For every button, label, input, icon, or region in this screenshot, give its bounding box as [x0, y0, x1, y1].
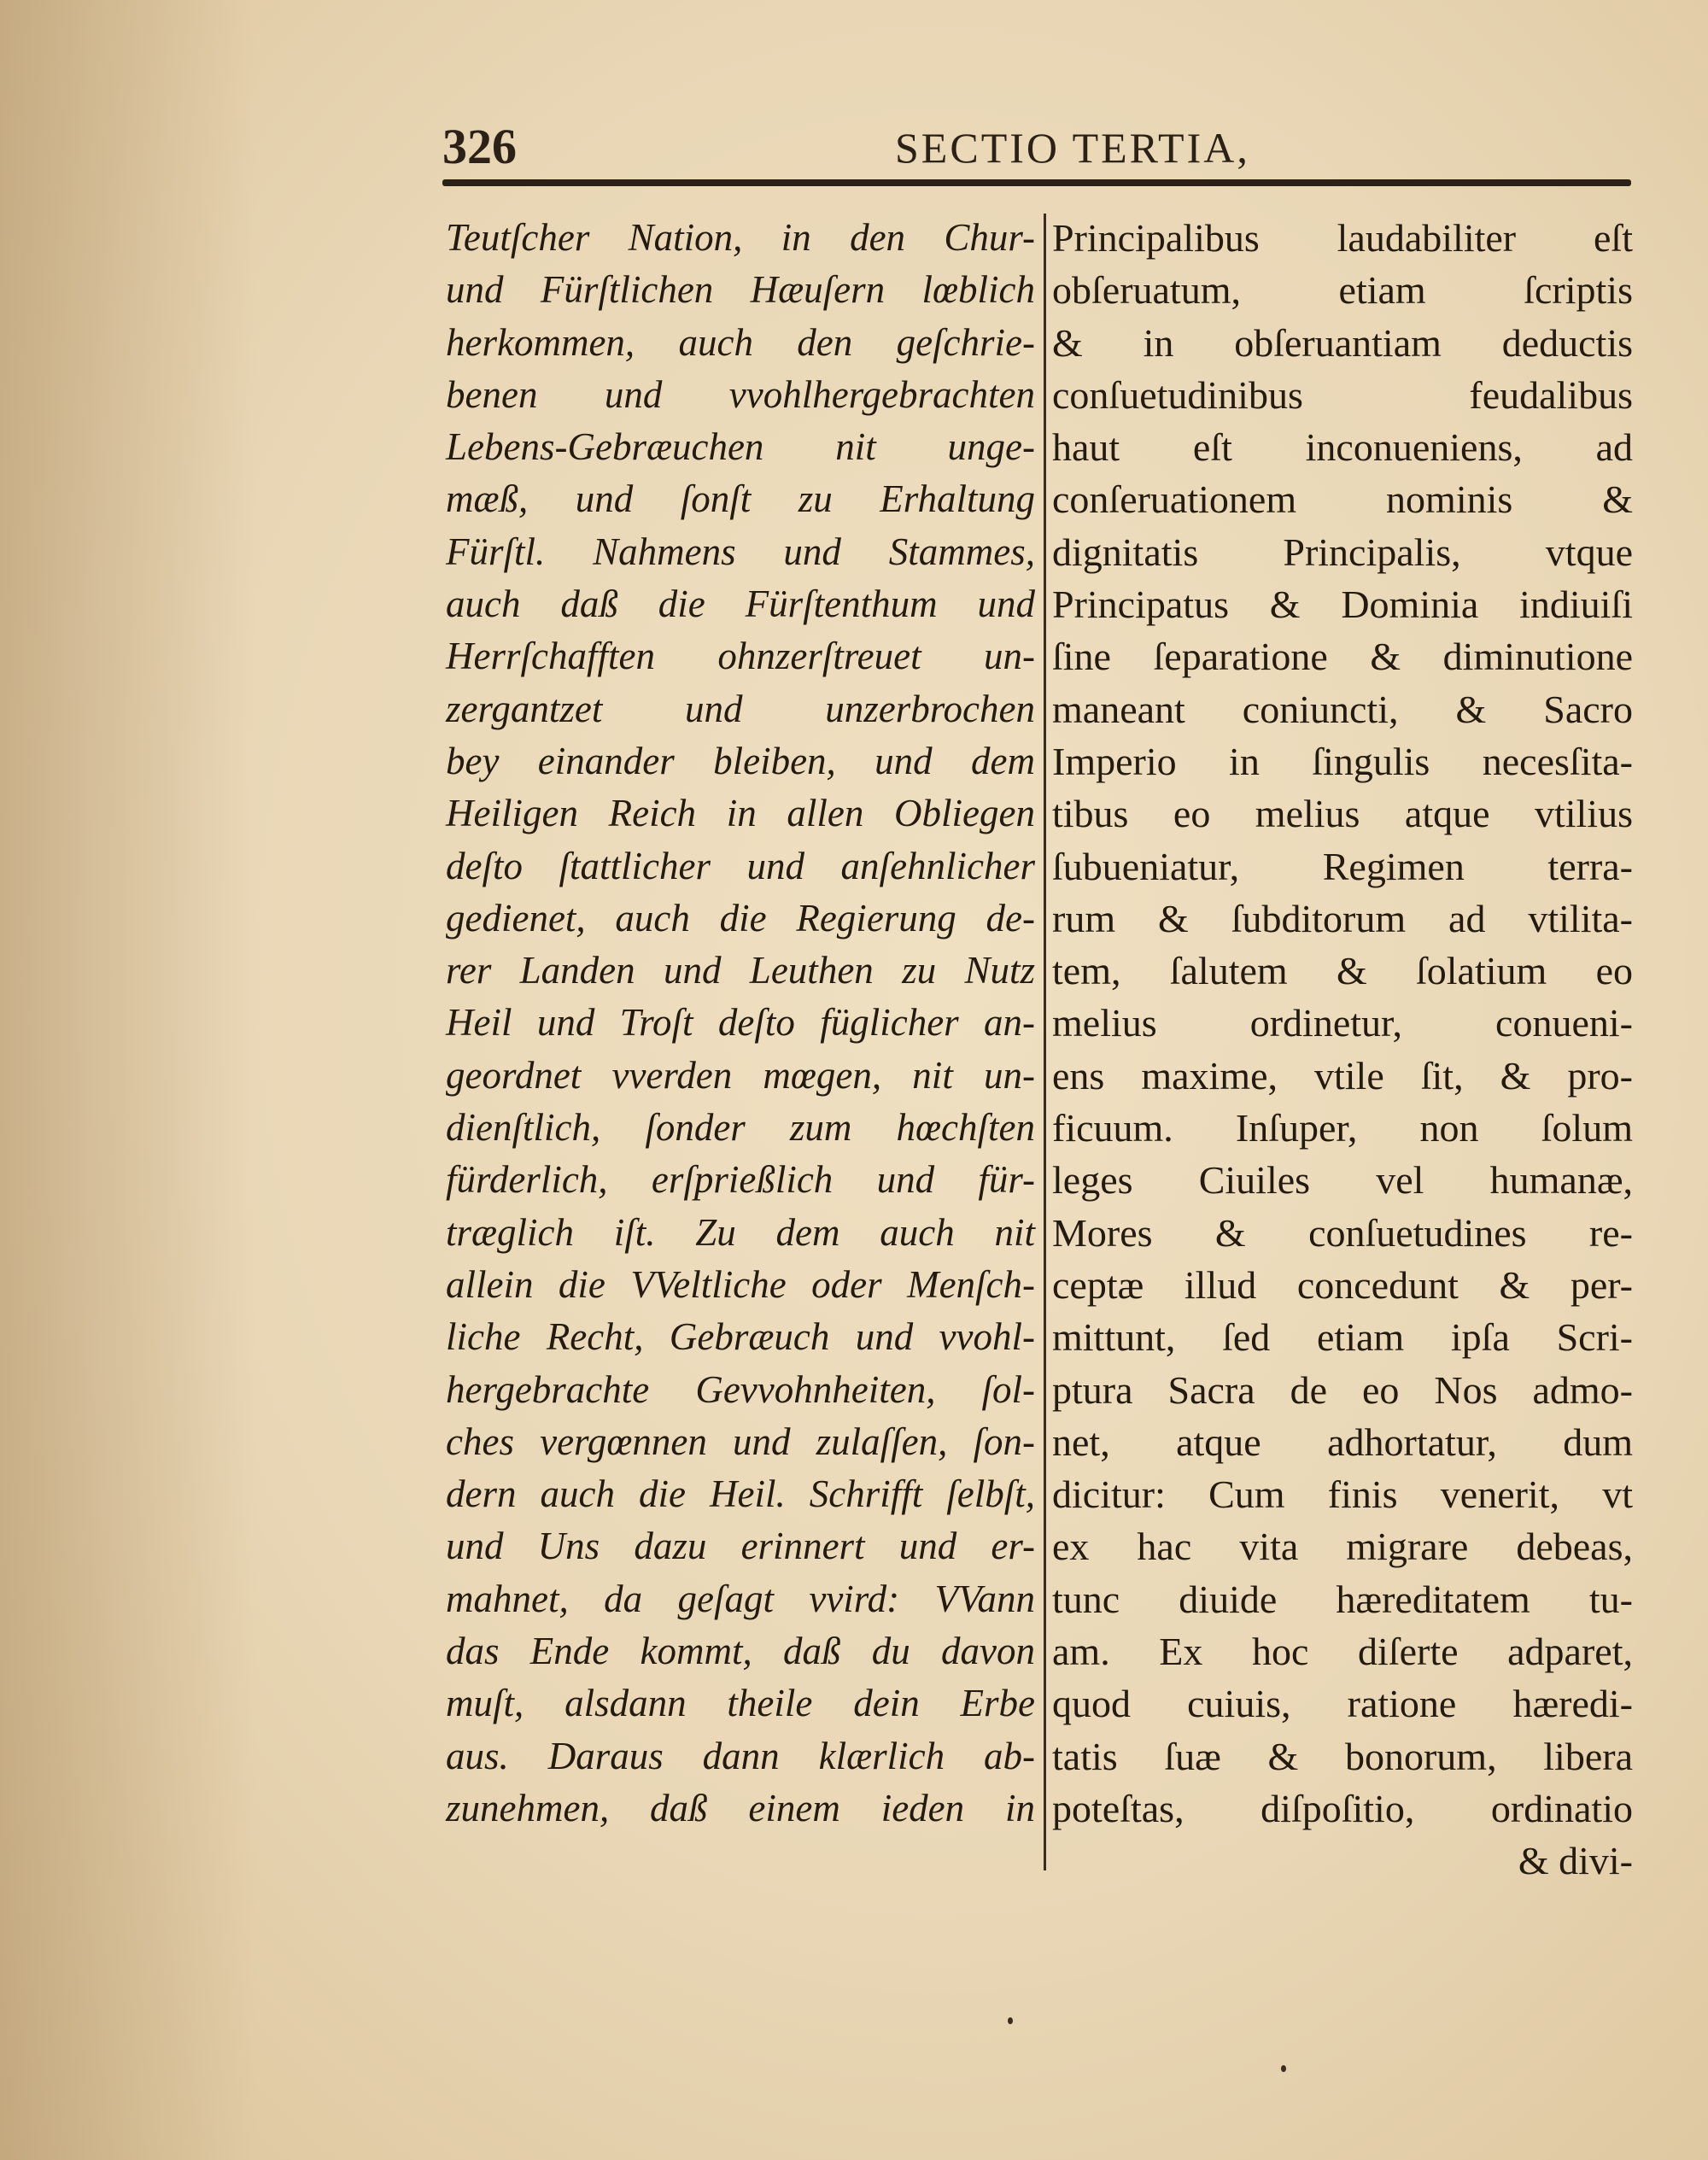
text-line: ex hac vita migrare debeas, [1052, 1525, 1633, 1569]
text-line: maneant coniuncti, & Sacro [1052, 687, 1633, 731]
page-header [442, 118, 1631, 174]
text-line: hergebrachte Gevvohnheiten, ſol- [446, 1367, 1035, 1411]
text-line: rum & ſubditorum ad vtilita- [1052, 896, 1633, 940]
text-line: poteſtas, diſpoſitio, ordinatio [1052, 1786, 1633, 1830]
text-line: dienſtlich, ſonder zum hœchſten [446, 1106, 1035, 1150]
text-line: benen und vvohlhergebrachten [446, 372, 1035, 416]
text-line: Fürſtl. Nahmens und Stammes, [446, 530, 1035, 573]
text-line: conſeruationem nominis & [1052, 477, 1633, 522]
text-line: dern auch die Heil. Schrifft ſelbſt, [446, 1472, 1035, 1516]
text-line: conſuetudinibus feudalibus [1052, 372, 1633, 417]
text-line: ceptæ illud concedunt & per- [1052, 1262, 1633, 1307]
text-line: muſt, alsdann theile dein Erbe [446, 1682, 1035, 1725]
column-divider [1044, 214, 1046, 1870]
text-line: & in obſeruantiam deductis [1052, 320, 1633, 365]
text-line: Lebens-Gebræuchen nit unge- [446, 425, 1035, 469]
page-number: 326 [442, 119, 517, 174]
text-line: und Fürſtlichen Hæuſern lœblich [446, 268, 1035, 312]
text-line: gedienet, auch die Regierung de- [446, 896, 1035, 940]
text-line: net, atque adhortatur, dum [1052, 1420, 1633, 1464]
header-rule [442, 179, 1631, 186]
text-line: Heil und Troſt deſto füglicher an- [446, 1001, 1035, 1045]
text-line: liche Recht, Gebræuch und vvohl- [446, 1315, 1035, 1359]
left-column-german [446, 212, 1035, 1835]
text-line: fürderlich, erſprießlich und für- [446, 1158, 1035, 1202]
text-line: Principatus & Dominia indiuiſi [1052, 582, 1633, 627]
text-line: leges Ciuiles vel humanæ, [1052, 1158, 1633, 1203]
text-line: træglich iſt. Zu dem auch nit [446, 1210, 1035, 1254]
text-line: auch daß die Fürſtenthum und [446, 582, 1035, 626]
text-line: haut eſt inconueniens, ad [1052, 425, 1633, 470]
text-line: deſto ſtattlicher und anſehnlicher [446, 844, 1035, 887]
text-line: Teutſcher Nation, in den Chur- [446, 216, 1035, 259]
text-line: Heiligen Reich in allen Obliegen [446, 792, 1035, 835]
text-line: am. Ex hoc diſerte adparet, [1052, 1630, 1633, 1674]
text-line: melius ordinetur, conueni- [1052, 1001, 1633, 1045]
text-line: Mores & conſuetudines re- [1052, 1210, 1633, 1255]
text-line: herkommen, auch den geſchrie- [446, 320, 1035, 364]
text-line: das Ende kommt, daß du davon [446, 1630, 1035, 1673]
text-line: dicitur: Cum finis venerit, vt [1052, 1472, 1633, 1517]
text-line: und Uns dazu erinnert und er- [446, 1525, 1035, 1568]
running-head: SECTIO TERTIA, [895, 124, 1250, 172]
text-line: Principalibus laudabiliter eſt [1052, 216, 1633, 260]
text-line: ſubueniatur, Regimen terra- [1052, 844, 1633, 888]
text-line: ches vergœnnen und zulaſſen, ſon- [446, 1420, 1035, 1463]
text-line: Imperio in ſingulis necesſita- [1052, 739, 1633, 783]
text-line: tibus eo melius atque vtilius [1052, 792, 1633, 836]
text-line: mittunt, ſed etiam ipſa Scri- [1052, 1315, 1633, 1360]
gutter-shadow [0, 0, 256, 2160]
text-line: rer Landen und Leuthen zu Nutz [446, 949, 1035, 992]
text-line: ſine ſeparatione & diminutione [1052, 635, 1633, 679]
text-line: bey einander bleiben, und dem [446, 739, 1035, 782]
text-line: ficuum. Inſuper, non ſolum [1052, 1106, 1633, 1150]
text-line: mæß, und ſonſt zu Erhaltung [446, 477, 1035, 521]
right-column-latin [1052, 212, 1633, 1888]
text-line: tatis ſuæ & bonorum, libera [1052, 1734, 1633, 1778]
ink-spot [1281, 2065, 1286, 2072]
catchword: & divi- [1518, 1839, 1633, 1883]
text-line: zunehmen, daß einem ieden in [446, 1786, 1035, 1829]
text-line: mahnet, da geſagt vvird: VVann [446, 1577, 1035, 1620]
text-line: geordnet vverden mœgen, nit un- [446, 1053, 1035, 1097]
text-line: ptura Sacra de eo Nos admo- [1052, 1367, 1633, 1412]
text-line: quod cuiuis, ratione hæredi- [1052, 1682, 1633, 1726]
text-line: ens maxime, vtile ſit, & pro- [1052, 1053, 1633, 1098]
text-line: Herrſchafften ohnzerſtreuet un- [446, 635, 1035, 678]
text-line: obſeruatum, etiam ſcriptis [1052, 268, 1633, 313]
text-line: dignitatis Principalis, vtque [1052, 530, 1633, 574]
ink-spot [1008, 2017, 1013, 2024]
text-line: tunc diuide hæreditatem tu- [1052, 1577, 1633, 1621]
text-line: tem, ſalutem & ſolatium eo [1052, 949, 1633, 993]
text-line: aus. Daraus dann klærlich ab- [446, 1734, 1035, 1777]
text-line: zergantzet und unzerbrochen [446, 687, 1035, 730]
text-line: allein die VVeltliche oder Menſch- [446, 1262, 1035, 1306]
